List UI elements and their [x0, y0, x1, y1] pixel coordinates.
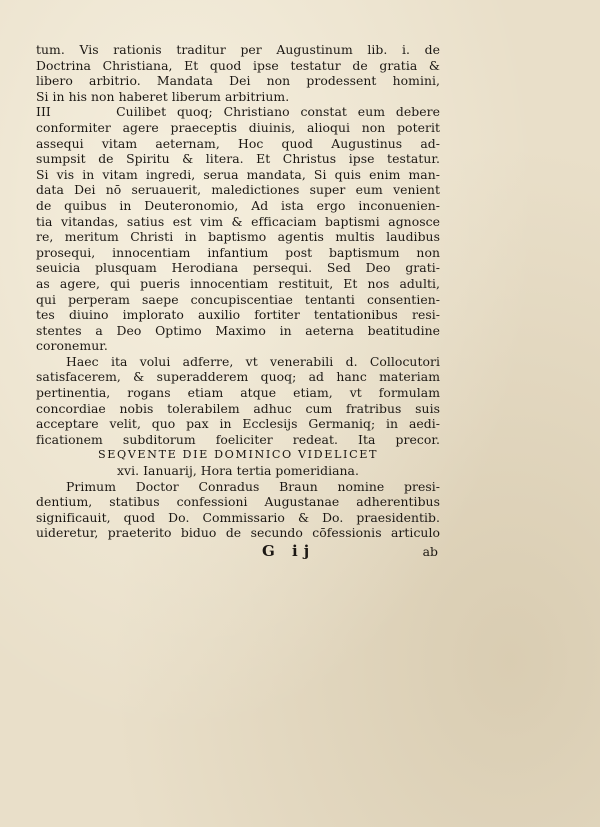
text-line: tia vitandas, satius est vim & efficaciam baptismi agnosce	[36, 213, 440, 229]
text-line: pertinentia, rogans etiam atque etiam, vt formulam	[36, 385, 440, 401]
text-line: significauit, quod Do. Commissario & Do. praesidentib.	[36, 509, 440, 525]
page-footer	[36, 542, 440, 558]
text-line: ficationem subditorum foeliciter redeat. Ita precor.	[36, 431, 440, 447]
text-line: re, meritum Christi in baptismo agentis multis laudibus	[36, 229, 440, 245]
text-line: Primum Doctor Conradus Braun nomine presi-	[66, 478, 440, 494]
text-line: tes diuino implorato auxilio fortiter tentationibus resi-	[36, 307, 440, 323]
section-subheading: xvi. Ianuarij, Hora tertia pomeridiana.	[117, 463, 359, 479]
text-line: libero arbitrio. Mandata Dei non prodessent homini,	[36, 73, 440, 89]
text-line: stentes a Deo Optimo Maximo in aeterna beatitudine	[36, 322, 440, 338]
text-line: concordiae nobis tolerabilem adhuc cum fratribus suis	[36, 400, 440, 416]
text-line: prosequi, innocentiam infantium post baptismum non	[36, 244, 440, 260]
text-line: acceptare velit, quo pax in Ecclesijs Germaniq; in aedi-	[36, 416, 440, 432]
section-marker-line: III Cuilibet quoq; Christiano constat eum debere	[36, 104, 440, 120]
text-line: Haec ita volui adferre, vt venerabili d. Collocutori	[66, 353, 440, 369]
text-line: Si in his non haberet liberum arbitrium.	[36, 88, 290, 104]
section-heading: SEQVENTE DIE DOMINICO VIDELICET	[97, 448, 379, 462]
text-line: qui perperam saepe concupiscentiae tentanti consentien-	[36, 291, 440, 307]
text-line: data Dei nō seruauerit, maledictiones super eum venient	[36, 182, 440, 198]
text-line: tum. Vis rationis traditur per Augustinum lib. i. de	[36, 42, 440, 57]
text-line: uideretur, praeterito biduo de secundo cōfessionis articulo	[36, 525, 440, 541]
text-line: assequi vitam aeternam, Hoc quod Augustinus ad-	[36, 135, 440, 151]
text-line: dentium, statibus confessioni Augustanae adherentibus	[36, 494, 440, 510]
text-line: satisfacerem, & superadderem quoq; ad hanc materiam	[36, 369, 440, 385]
text-line: Si vis in vitam ingredi, serua mandata, Si quis enim man-	[36, 166, 440, 182]
text-line: conformiter agere praeceptis diuinis, alioqui non poterit	[36, 119, 440, 135]
text-line: sumpsit de Spiritu & litera. Et Christus ipse testatur.	[36, 151, 440, 167]
catchword: ab	[422, 544, 438, 559]
text-line: seuicia plusquam Herodiana persequi. Sed Deo grati-	[36, 260, 440, 276]
text-block	[36, 42, 440, 558]
text-line: Doctrina Christiana, Et quod ipse testatur de gratia &	[36, 57, 440, 73]
text-line: coronemur.	[36, 338, 108, 354]
text-line: as agere, qui pueris innocentiam restituit, Et nos adulti,	[36, 275, 440, 291]
text-line: de quibus in Deuteronomio, Ad ista ergo inconuenien-	[36, 197, 440, 213]
signature-mark: G ij	[262, 542, 316, 560]
